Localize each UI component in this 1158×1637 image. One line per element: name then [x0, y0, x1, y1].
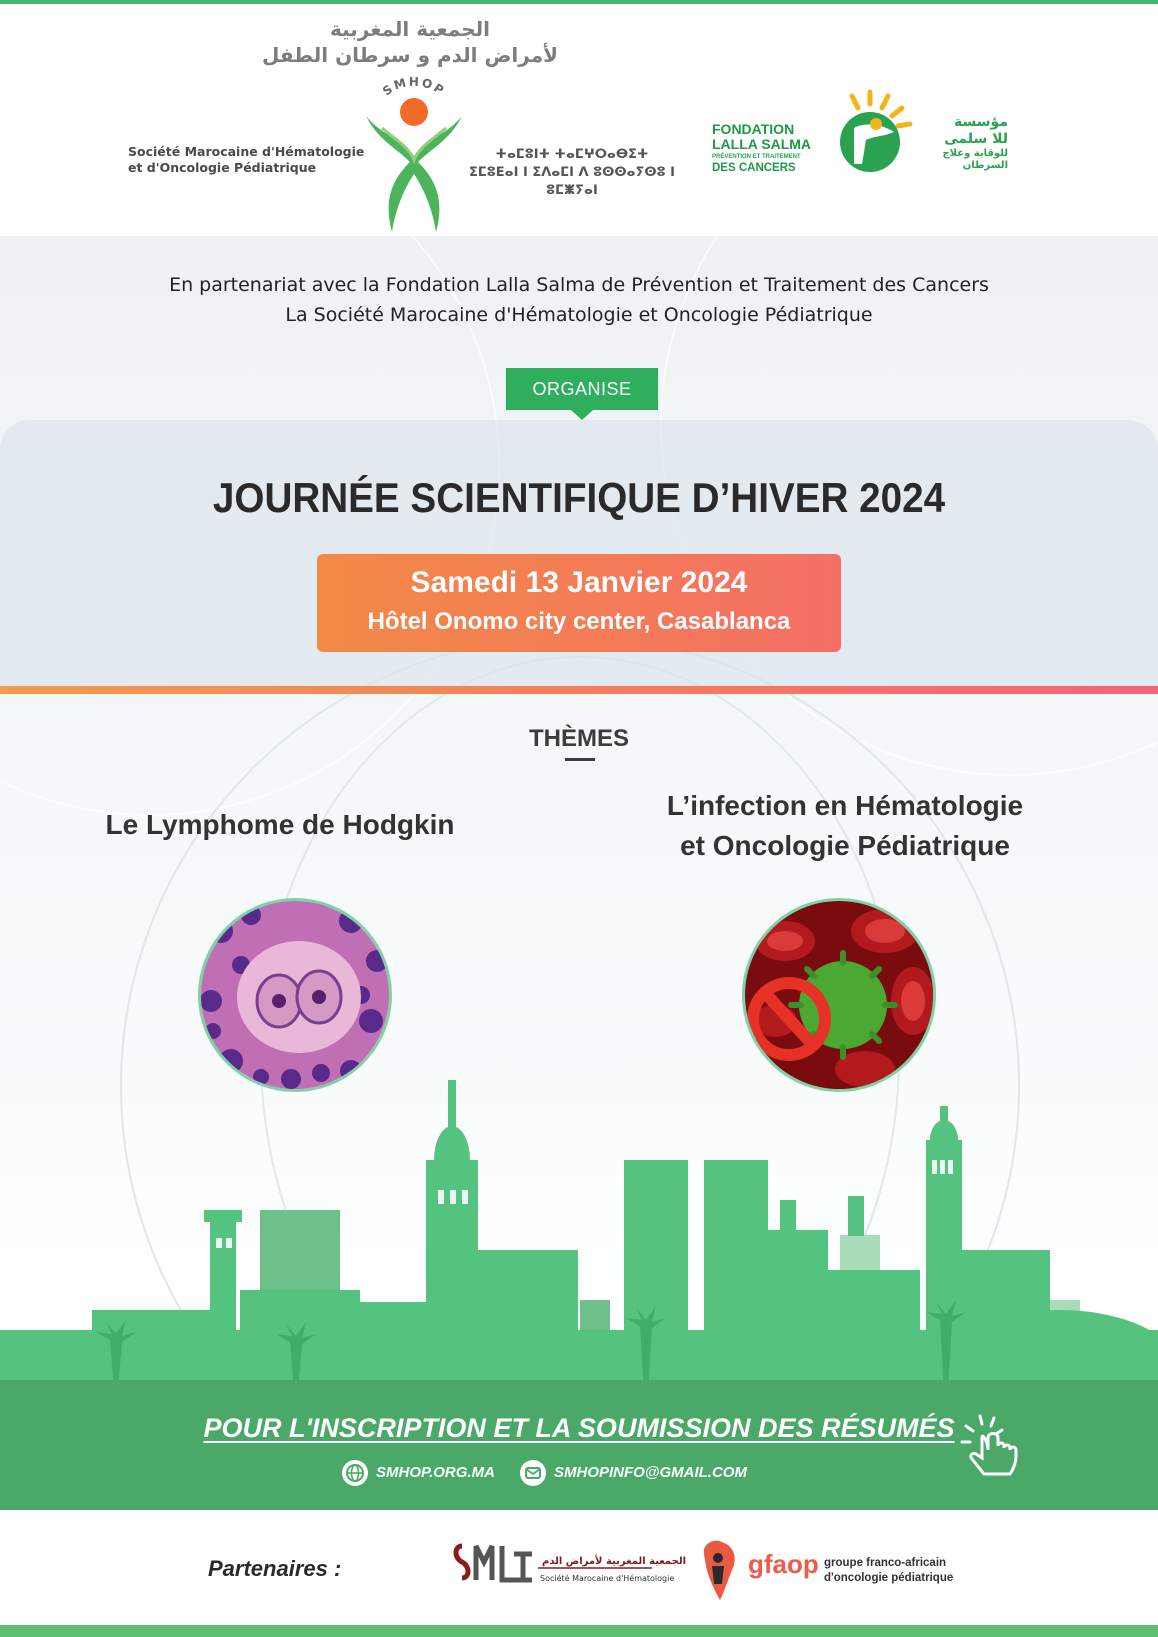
svg-text:SMHOP: [380, 76, 448, 98]
event-venue: Hôtel Onomo city center, Casablanca: [367, 608, 791, 635]
themes-underline: [565, 758, 595, 761]
partnership-line1: En partenariat avec la Fondation Lalla Salma de Prévention et Traitement des Cancers: [169, 274, 989, 296]
fondation-lalla-salma-logo: [712, 84, 1008, 184]
themes-heading: THÈMES: [528, 725, 629, 752]
fondation-arabic-line3: للوقاية وعلاج: [942, 148, 1008, 159]
tifinagh-line2: ⵉⵎⵓⴹⴰⵏ ⵏ ⵉⴷⴰⵎⵏ ⴷ ⵓⵙⵙⴰⵢⵙⵓ ⵏ ⵓⵎⵥⵢⴰⵏ: [468, 165, 676, 198]
smhop-french-line2: et d'Oncologie Pédiatrique: [128, 160, 317, 175]
gfaop-description: [824, 1556, 953, 1586]
event-title: JOURNÉE SCIENTIFIQUE D’HIVER 2024: [212, 474, 946, 521]
email-link[interactable]: [520, 1458, 747, 1488]
fondation-arabic-line4: السرطان: [962, 160, 1008, 171]
email-text[interactable]: SMHOPINFO@GMAIL.COM: [554, 1464, 747, 1481]
header: [0, 4, 1158, 236]
globe-icon: [342, 1460, 368, 1486]
gfaop-desc-line1: groupe franco-africain: [824, 1557, 947, 1569]
fondation-text: [712, 122, 822, 175]
registration-cta-text[interactable]: POUR L'INSCRIPTION ET LA SOUMISSION DES RÉSUMÉS: [203, 1413, 955, 1443]
partnership-line2: La Société Marocaine d'Hématologie et Oncologie Pédiatrique: [285, 304, 873, 326]
partners-label: Partenaires :: [208, 1556, 342, 1581]
theme-hodgkin: Le Lymphome de Hodgkin: [105, 809, 455, 840]
sun-hand-icon: [820, 84, 920, 184]
sml-arabic-name: الجمعية المغربية لأمراض الدم: [542, 1556, 687, 1567]
tifinagh-line1: ⵜⴰⵎⵓⵏⵜ ⵜⴰⵎⵖⵔⴰⴱⵉⵜ: [495, 147, 649, 162]
fondation-line3: PRÉVENTION ET TRAITEMENT: [712, 154, 801, 160]
gfaop-name: gfaop: [748, 1549, 819, 1579]
fondation-arabic-line2: للا سلمى: [944, 131, 1008, 147]
smhop-tifinagh-name: [462, 146, 682, 200]
smhop-french-name: [128, 144, 388, 176]
theme-infection: [640, 786, 1050, 866]
casablanca-skyline-illustration: [0, 1070, 1158, 1390]
fondation-arabic-line1: مؤسسة: [954, 114, 1008, 130]
website-text[interactable]: SMHOP.ORG.MA: [376, 1464, 495, 1481]
bottom-stripe: [0, 1625, 1158, 1637]
smhop-arabic-line2: لأمراض الدم و سرطان الطفل: [262, 43, 558, 67]
sml-french-name: Société Marocaine d'Hématologie: [540, 1574, 675, 1583]
event-date-box: [317, 554, 841, 652]
click-hand-icon: [958, 1412, 1028, 1482]
virus-blood-cells-icon: [745, 901, 933, 1089]
sml-logo-icon: [452, 1538, 682, 1598]
gfaop-desc-line2: d'oncologie pédiatrique: [824, 1572, 954, 1584]
fondation-line4: DES CANCERS: [712, 162, 796, 174]
smhop-logo-icon: [362, 76, 466, 236]
smhop-acronym: SMHOP: [380, 76, 448, 99]
smhop-arabic-title: [260, 16, 560, 68]
fondation-line2: LALLA SALMA: [712, 136, 812, 152]
partnership-text: [0, 270, 1158, 330]
event-date: Samedi 13 Janvier 2024: [410, 566, 748, 599]
organise-badge-arrow: [571, 410, 593, 420]
section-divider: [0, 686, 1158, 694]
organise-badge: ORGANISE: [506, 368, 658, 410]
smhop-arabic-line1: الجمعية المغربية: [329, 17, 491, 41]
fondation-arabic: [908, 114, 1008, 172]
website-link[interactable]: [342, 1458, 495, 1488]
theme-infection-line1: L’infection en Hématologie: [666, 790, 1024, 821]
fondation-line1: FONDATION: [712, 121, 795, 137]
reed-sternberg-cell-icon: [201, 901, 389, 1089]
mail-icon: [520, 1460, 546, 1486]
smhop-french-line1: Société Marocaine d'Hématologie: [128, 144, 365, 159]
contact-row: [340, 1458, 800, 1488]
infection-image: [742, 898, 936, 1092]
theme-infection-line2: et Oncologie Pédiatrique: [680, 830, 1010, 861]
hodgkin-cell-image: [198, 898, 392, 1092]
